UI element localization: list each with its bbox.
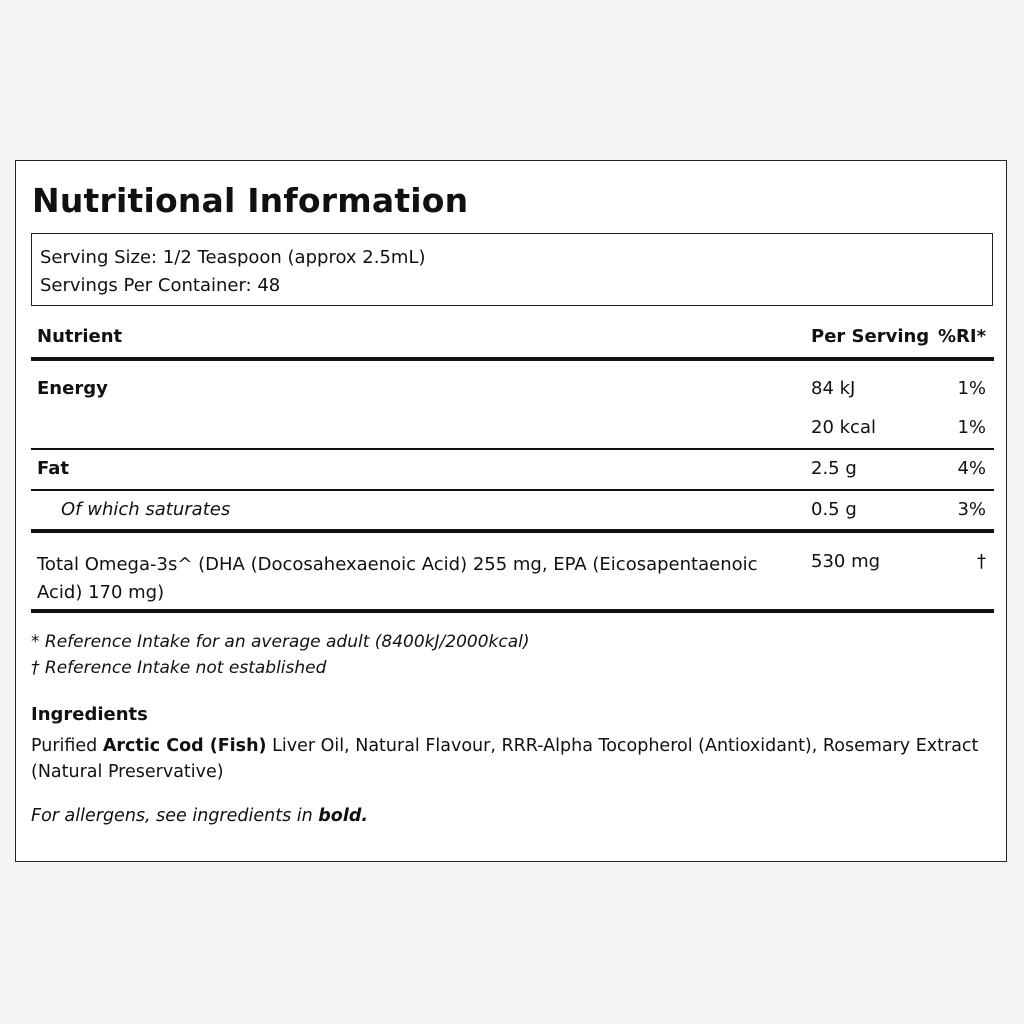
allergen-note-bold: bold. [318,806,369,826]
row-divider [31,489,994,491]
omega-amount: 530 mg [811,551,881,572]
fat-amount: 2.5 g [811,458,857,479]
footnote-not-established: † Reference Intake not established [31,658,327,678]
ingredients-allergen: Arctic Cod (Fish) [102,736,267,756]
energy-kj-ri: 1% [957,378,986,399]
ingredients-heading: Ingredients [31,704,148,725]
row-divider [31,448,994,450]
energy-kj: 84 kJ [811,378,856,399]
serving-size: Serving Size: 1/2 Teaspoon (approx 2.5mL) [40,247,426,268]
omega-ri: † [977,551,986,572]
omega-name: Total Omega-3s^ (DHA (Docosahexaenoic Acid) 255 mg, EPA (Eicosapentaenoic Acid) 170 mg) [37,554,758,603]
header-ri: %RI* [937,326,986,347]
ingredients-rest: Liver Oil, Natural Flavour, RRR-Alpha Tocopherol (Antioxidant), Rosemary Extract (Natural Preservative) [31,736,979,782]
saturates-name: Of which saturates [61,499,231,520]
fat-ri: 4% [957,458,986,479]
servings-per-container: Servings Per Container: 48 [40,275,281,296]
saturates-ri: 3% [957,499,986,520]
header-per-serving: Per Serving [811,326,930,347]
header-divider [31,357,994,361]
header-nutrient: Nutrient [37,326,123,347]
serving-info-box [31,233,993,306]
allergen-note-prefix: For allergens, see ingredients in [31,806,319,826]
table-bottom-divider [31,609,994,613]
ingredients-prefix: Purified [31,736,103,756]
fat-name: Fat [37,458,69,479]
energy-kcal: 20 kcal [811,417,876,438]
nutrition-label-panel [15,160,1007,862]
section-divider [31,529,994,533]
energy-name: Energy [37,378,108,399]
ingredients-list [31,733,991,785]
saturates-amount: 0.5 g [811,499,857,520]
allergen-note [31,806,368,826]
footnote-reference-intake: * Reference Intake for an average adult (8400kJ/2000kcal) [31,632,530,652]
energy-kcal-ri: 1% [957,417,986,438]
label-title: Nutritional Information [32,181,469,220]
